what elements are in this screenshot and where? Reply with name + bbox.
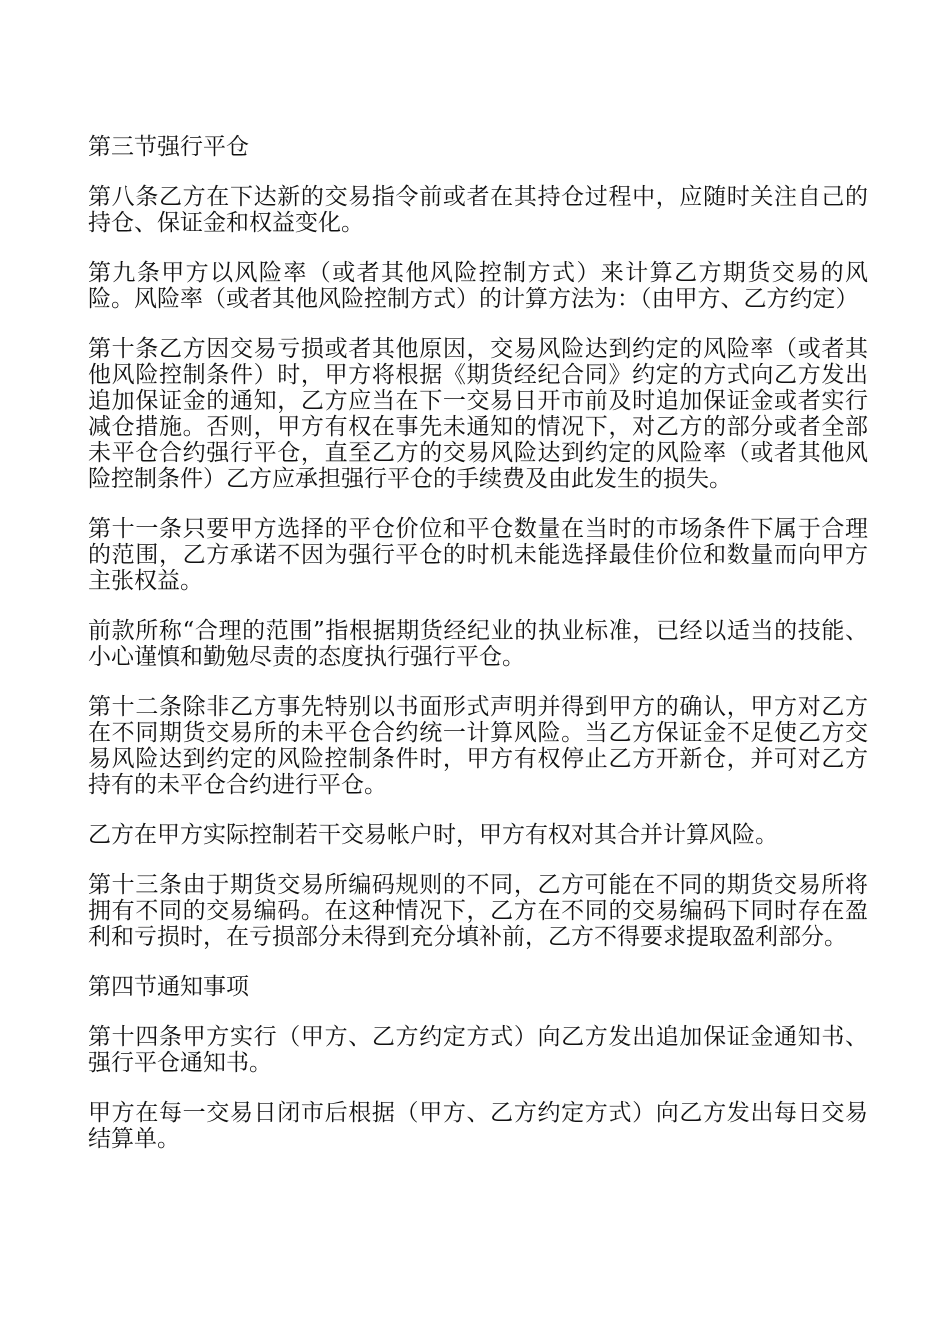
article-10: 第十条乙方因交易亏损或者其他原因，交易风险达到约定的风险率（或者其他风险控制条件）时，甲方将根据《期货经纪合同》约定的方式向乙方发出追加保证金的通知，乙方应当在下一交易日开市前及时追加保证金或者实行减仓措施。否则，甲方有权在事先未通知的情况下，对乙方的部分或者全部未平仓合约强行平仓，直至乙方的交易风险达到约定的风险率（或者其他风险控制条件）乙方应承担强行平仓的手续费及由此发生的损失。: [88, 336, 868, 492]
article-11-note: 前款所称“合理的范围”指根据期货经纪业的执业标准，已经以适当的技能、小心谨慎和勤勉尽责的态度执行强行平仓。: [88, 618, 868, 670]
article-14: 第十四条甲方实行（甲方、乙方约定方式）向乙方发出追加保证金通知书、强行平仓通知书。: [88, 1024, 868, 1076]
article-9: 第九条甲方以风险率（或者其他风险控制方式）来计算乙方期货交易的风险。风险率（或者其他风险控制方式）的计算方法为：（由甲方、乙方约定）: [88, 260, 868, 312]
article-12: 第十二条除非乙方事先特别以书面形式声明并得到甲方的确认，甲方对乙方在不同期货交易所的未平仓合约统一计算风险。当乙方保证金不足使乙方交易风险达到约定的风险控制条件时，甲方有权停止乙方开新仓，并可对乙方持有的未平仓合约进行平仓。: [88, 694, 868, 798]
section-title-forced-liquidation: 第三节强行平仓: [88, 134, 249, 160]
document-page: [88, 134, 868, 1176]
article-12-note: 乙方在甲方实际控制若干交易帐户时，甲方有权对其合并计算风险。: [88, 822, 778, 848]
article-13: 第十三条由于期货交易所编码规则的不同，乙方可能在不同的期货交易所将拥有不同的交易编码。在这种情况下，乙方在不同的交易编码下同时存在盈利和亏损时，在亏损部分未得到充分填补前，乙方不得要求提取盈利部分。: [88, 872, 868, 950]
article-8: 第八条乙方在下达新的交易指令前或者在其持仓过程中，应随时关注自己的持仓、保证金和权益变化。: [88, 184, 868, 236]
article-11: 第十一条只要甲方选择的平仓价位和平仓数量在当时的市场条件下属于合理的范围，乙方承诺不因为强行平仓的时机未能选择最佳价位和数量而向甲方主张权益。: [88, 516, 868, 594]
section-title-notifications: 第四节通知事项: [88, 974, 249, 1000]
article-14-note: 甲方在每一交易日闭市后根据（甲方、乙方约定方式）向乙方发出每日交易结算单。: [88, 1100, 868, 1152]
